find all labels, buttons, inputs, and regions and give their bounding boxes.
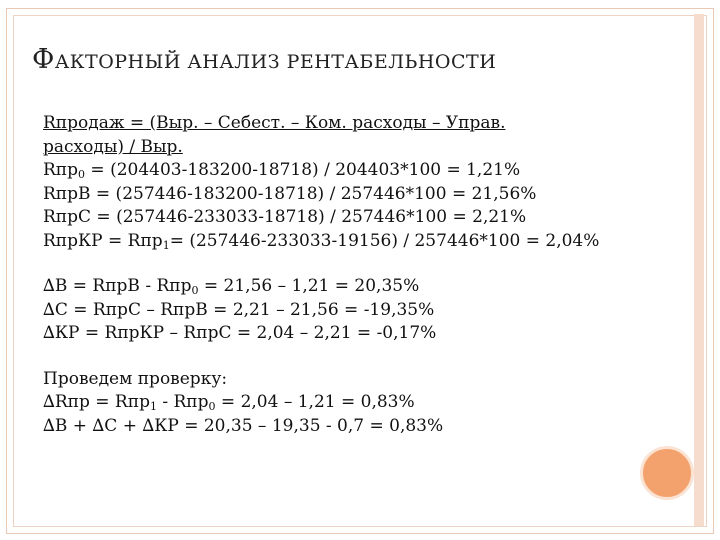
right-decor-bar <box>694 14 704 526</box>
delta-b-sub: 0 <box>191 284 199 297</box>
calc-base-sub: 0 <box>78 168 86 181</box>
calc-base-pre: Rпр <box>43 160 79 180</box>
calc-line-commercial <box>43 230 683 254</box>
check-heading: Проведем проверку: <box>43 368 228 389</box>
check-line-1 <box>43 391 683 415</box>
calc-kr-post: = (257446-233033-19156) / 257446*100 = 2,04% <box>169 230 600 251</box>
slide-content <box>43 112 683 438</box>
delta-b-pre: ∆В = RпрВ - Rпр <box>43 276 192 296</box>
calc-kr-sub: 1 <box>162 238 170 252</box>
title-first-letter: Ф <box>32 44 55 75</box>
check-line-2: ∆В + ∆С + ∆КР = 20,35 – 19,35 - 0,7 = 0,83% <box>43 415 444 436</box>
delta-line-commercial: ∆КР = RпрКР – RпрС = 2,04 – 2,21 = -0,17% <box>43 323 437 343</box>
decorative-circle <box>640 446 694 500</box>
delta-line-cost: ∆С = RпрС – RпрВ = 2,21 – 21,56 = -19,35% <box>43 299 435 320</box>
formula-line-1: Rпродаж = (Выр. – Себест. – Ком. расходы – Управ. <box>43 113 506 133</box>
check1-pre: ∆Rпр = Rпр <box>43 392 150 412</box>
calc-line-revenue: RпрВ = (257446-183200-18718) / 257446*100 = 21,56% <box>43 183 537 204</box>
check1-sub2: 0 <box>208 400 216 413</box>
check1-sub1: 1 <box>149 400 157 413</box>
spacer <box>43 253 683 275</box>
calc-kr-pre: RпрКР = Rпр <box>43 230 163 251</box>
calc-base-post: = (204403-183200-18718) / 204403*100 = 1,21% <box>85 160 521 180</box>
calc-line-cost: RпрС = (257446-233033-18718) / 257446*100 = 2,21% <box>43 207 527 227</box>
slide-title <box>32 44 496 75</box>
check1-mid: - Rпр <box>156 392 209 412</box>
check1-post: = 2,04 – 1,21 = 0,83% <box>215 392 415 412</box>
spacer <box>43 346 683 368</box>
delta-b-post: = 21,56 – 1,21 = 20,35% <box>198 276 420 296</box>
calc-line-base <box>43 159 683 183</box>
delta-line-revenue <box>43 275 683 299</box>
title-rest: АКТОРНЫЙ АНАЛИЗ РЕНТАБЕЛЬНОСТИ <box>54 51 497 73</box>
formula-line-2: расходы) / Выр. <box>43 136 183 157</box>
